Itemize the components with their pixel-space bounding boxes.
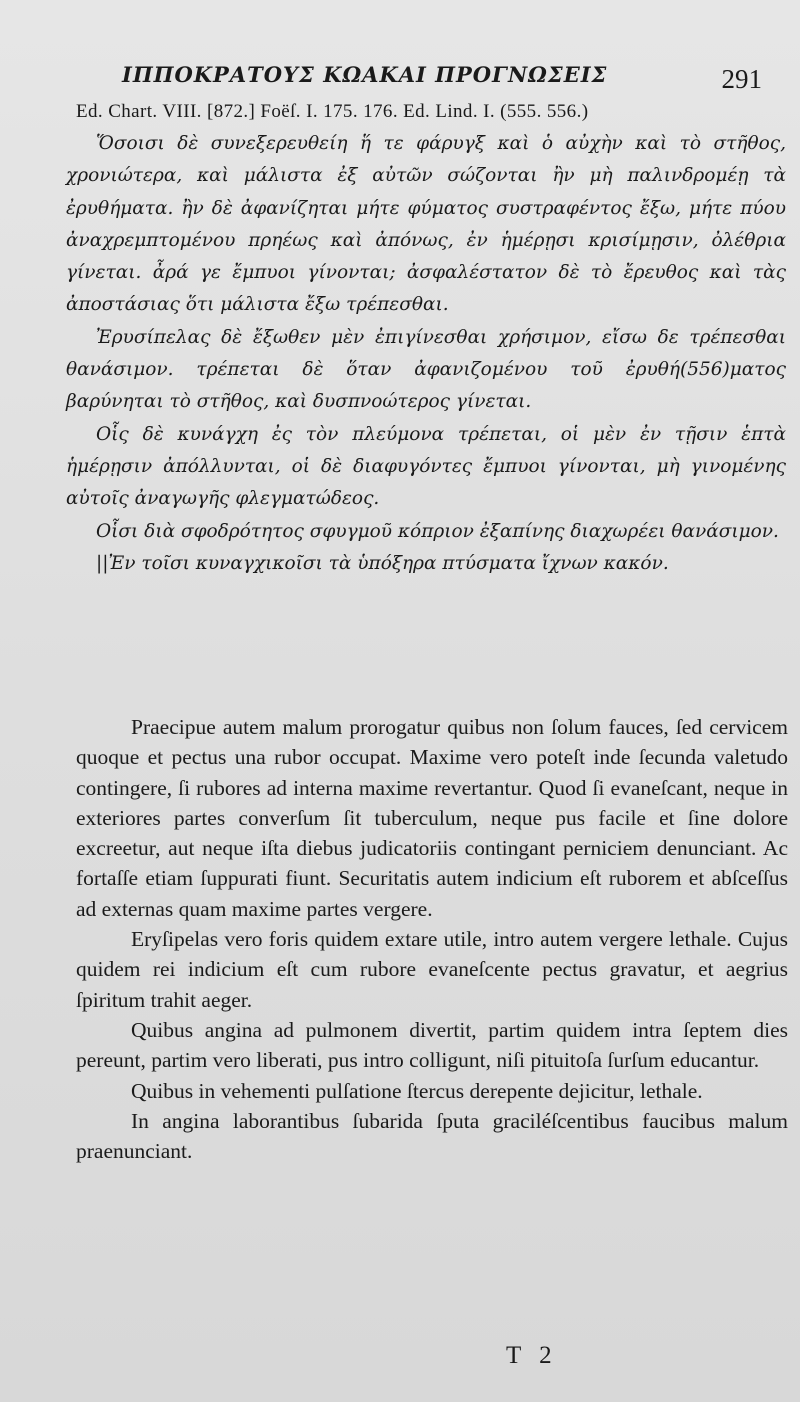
edition-reference-line: Ed. Chart. VIII. [872.] Foëſ. I. 175. 176. Ed. Lind. I. (555. 556.) [76, 101, 589, 122]
signature-mark: T 2 [506, 1342, 558, 1369]
latin-paragraph-1: Praecipue autem malum prorogatur quibus non ſolum fauces, ſed cervicem quoque et pectus una rubor occupat. Maxime vero poteſt inde ſecunda valetudo contingere, ſi rubores ad interna maxime revertantur. Quod ſi evaneſcant, neque in exteriores partes converſum ſit tuberculum, neque pus facile et ſine dolore excreetur, aut neque iſta diebus judicatoriis contingant perniciem denunciant. Ac fortaſſe etiam ſuppurati fiunt. Securitatis autem indicium eſt ruborem et abſceſſus ad externas quam maxime partes vergere. [76, 715, 788, 921]
page-number: 291 [721, 64, 762, 94]
latin-paragraph-4: Quibus in vehementi pulſatione ſtercus derepente dejicitur, lethale. [131, 1078, 703, 1103]
page-header [66, 56, 770, 96]
greek-text-block [66, 128, 786, 580]
latin-paragraph-3: Quibus angina ad pulmonem divertit, partim quidem intra ſeptem dies pereunt, partim vero liberati, pus intro colligunt, niſi pituitoſa ſurſum educantur. [76, 1017, 788, 1073]
greek-paragraph-5: ||Ἐν τοῖσι κυναγχικοῖσι τὰ ὑπόξηρα πτύσματα ἴχνων κακόν. [96, 552, 669, 574]
latin-paragraph-2: Eryſipelas vero foris quidem extare utile, intro autem vergere lethale. Cujus quidem rei indicium eſt cum rubore evaneſcente pectus gravatur, et aegrius ſpiritum trahit aeger. [76, 927, 788, 1012]
greek-paragraph-4: Οἷσι διὰ σφοδρότητος σφυγμοῦ κόπριον ἐξαπίνης διαχωρέει θανάσιμον. [96, 520, 779, 542]
greek-paragraph-2: Ἐρυσίπελας δὲ ἔξωθεν μὲν ἐπιγίνεσθαι χρήσιμον, εἴσω δε τρέπεσθαι θανάσιμον. τρέπεται δὲ ὅταν ἀφανιζομένου τοῦ ἐρυθή(556)ματος βαρύνηται τὸ στῆθος, καὶ δυσπνοώτερος γίνεται. [66, 326, 786, 413]
running-title: ΙΠΠΟΚΡΑΤΟΥΣ ΚΩΑΚΑΙ ΠΡΟΓΝΩΣΕΙΣ [122, 62, 608, 87]
greek-paragraph-3: Οἷς δὲ κυνάγχη ἐς τὸν πλεύμονα τρέπεται, οἱ μὲν ἐν τῇσιν ἑπτὰ ἡμέρῃσιν ἀπόλλυνται, οἱ δὲ διαφυγόντες ἔμπυοι γίνονται, μὴ γινομένης αὐτοῖς ἀναγωγῆς φλεγματώδεος. [66, 423, 786, 510]
greek-paragraph-1: Ὅσοισι δὲ συνεξερευθείη ἥ τε φάρυγξ καὶ ὁ αὐχὴν καὶ τὸ στῆθος, χρονιώτερα, καὶ μάλιστα ἐξ αὐτῶν σώζονται ἢν μὴ παλινδρομέῃ τὰ ἐρυθήματα. ἢν δὲ ἀφανίζηται μήτε φύματος συστραφέντος ἔξω, μήτε πύου ἀναχρεμπτομένου πρηέως καὶ ἀπόνως, ἐν ἡμέρῃσι κρισίμῃσιν, ὀλέθρια γίνεται. ἆρά γε ἔμπυοι γίνονται; ἀσφαλέστατον δὲ τὸ ἔρευθος καὶ τὰς ἀποστάσιας ὅτι μάλιστα ἔξω τρέπεσθαι. [66, 133, 786, 316]
latin-paragraph-5: In angina laborantibus ſubarida ſputa graciléſcentibus faucibus malum praenunciant. [76, 1108, 788, 1164]
latin-text-block [76, 712, 788, 1166]
